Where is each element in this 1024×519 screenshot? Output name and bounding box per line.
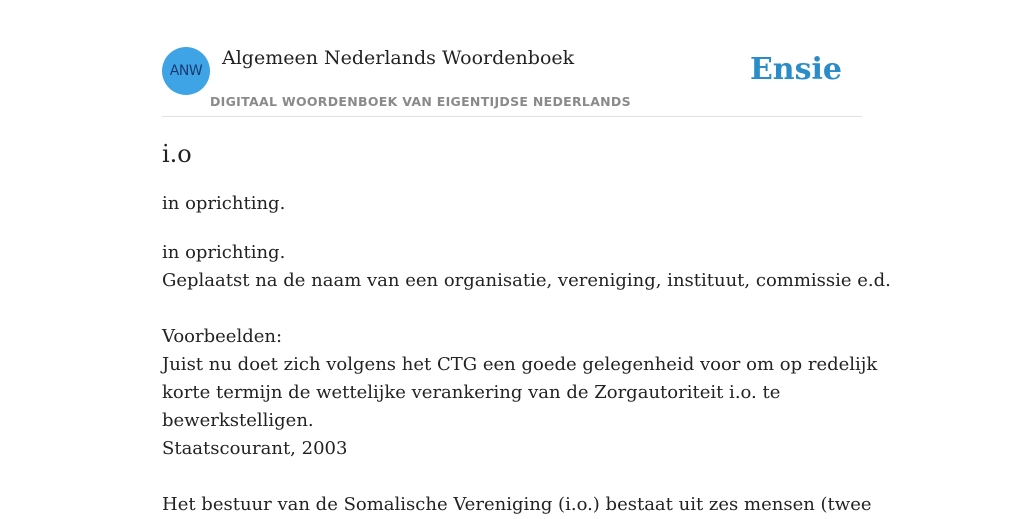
blank-line: [162, 463, 862, 491]
example-2-line-1: Het bestuur van de Somalische Vereniging (i.o.) bestaat uit zes mensen (twee: [162, 494, 872, 515]
examples-label: Voorbeelden:: [162, 326, 283, 347]
anw-logo[interactable]: [162, 47, 210, 95]
description-text: Geplaatst na de naam van een organisatie, vereniging, instituut, commissie e.d.: [162, 270, 891, 291]
example-1-line-2: korte termijn de wettelijke verankering van de Zorgautoriteit i.o. te: [162, 382, 781, 403]
site-header: [162, 46, 862, 117]
definition-text: in oprichting.: [162, 242, 286, 263]
example-1-line-1: Juist nu doet zich volgens het CTG een goede gelegenheid voor om op redelijk: [162, 354, 878, 375]
example-1-line-3: bewerkstelligen.: [162, 410, 314, 431]
blank-line: [162, 295, 862, 323]
entry-headword: i.o: [162, 140, 192, 168]
logo-text: ANW: [169, 63, 203, 79]
example-1-source: Staatscourant, 2003: [162, 438, 348, 459]
ensie-brand-logo[interactable]: Ensie: [749, 52, 842, 87]
site-title[interactable]: Algemeen Nederlands Woordenboek: [222, 47, 575, 69]
entry-body: [162, 239, 891, 519]
entry-summary: in oprichting.: [162, 193, 286, 214]
site-subtitle: DIGITAAL WOORDENBOEK VAN EIGENTIJDSE NEDERLANDS: [210, 94, 631, 109]
